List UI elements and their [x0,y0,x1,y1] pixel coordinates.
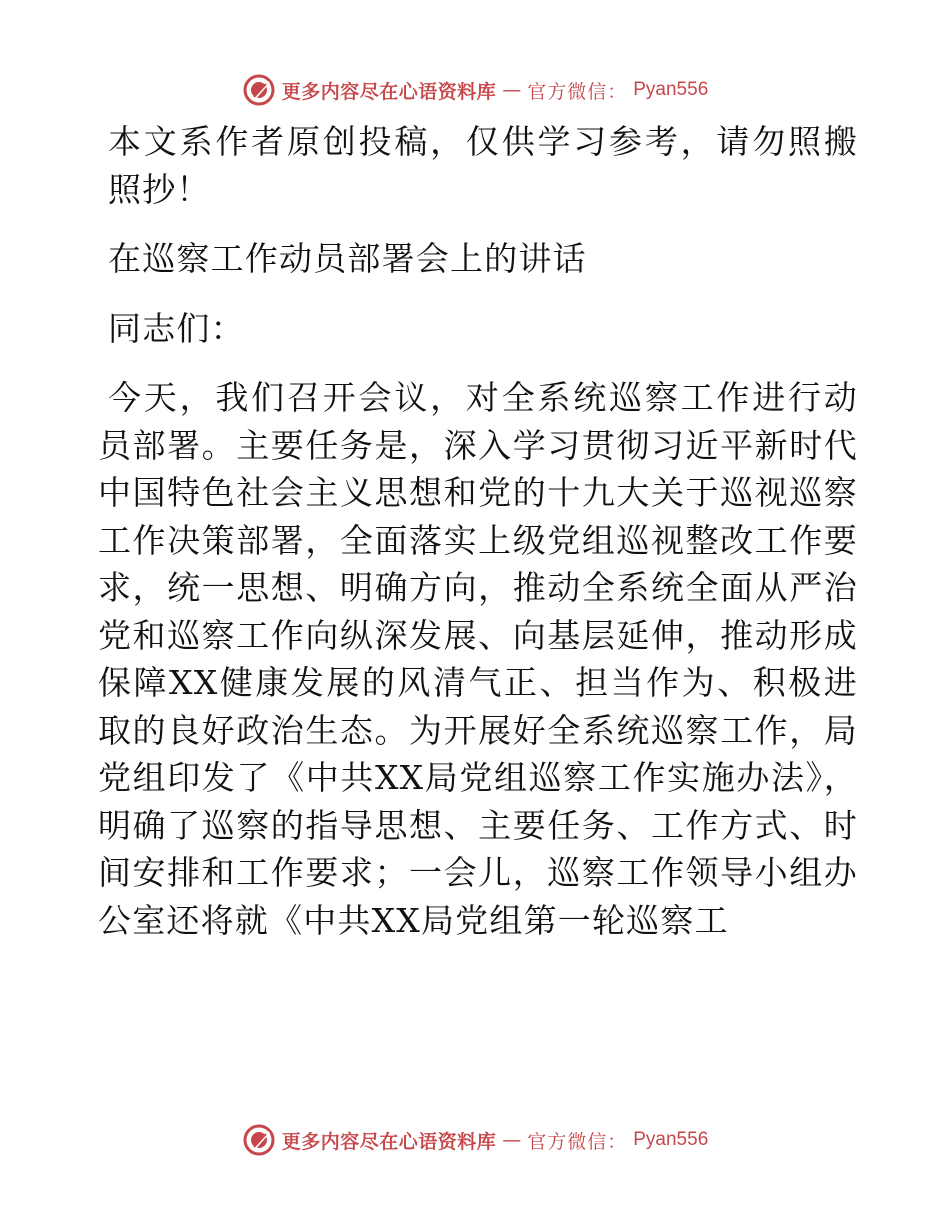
salutation: 同志们： [108,308,245,348]
watermark-separator: — [502,1129,522,1151]
watermark-wechat-id: Pyan556 [633,1129,709,1150]
body-paragraph: 今天，我们召开会议，对全系统巡察工作进行动员部署。主要任务是，深入学习贯彻习近平新时代中国特色社会主义思想和党的十九大关于巡视巡察工作决策部署，全面落实上级党组巡视整改工作要求，统一思想、明确方向，推动全系统全面从严治党和巡察工作向纵深发展、向基层延伸，推动形成保障XX健康发展的风清气正、担当作为、积极进取的良好政治生态。为开展好全系统巡察工作，局党组印发了《中共XX局党组巡察工作实施办法》，明确了巡察的指导思想、主要任务、工作方式、时间安排和工作要求；一会儿，巡察工作领导小组办公室还将就《中共XX局党组第一轮巡察工 [98,378,858,940]
watermark-brand: 更多内容尽在心语资料库 [281,80,497,103]
watermark-wechat-id: Pyan556 [633,79,709,100]
watermark-official-label: 官方微信： [527,1130,628,1153]
watermark-official-label: 官方微信： [527,80,628,103]
watermark-separator: — [502,79,522,101]
header-watermark [0,70,950,110]
footer-watermark [0,1120,950,1160]
pen-circle-logo-icon [242,1123,276,1157]
document-content [98,118,858,944]
document-title: 在巡察工作动员部署会上的讲话 [108,239,587,278]
copyright-notice: 本文系作者原创投稿，仅供学习参考，请勿照搬照抄！ [108,122,858,209]
watermark-brand: 更多内容尽在心语资料库 [281,1130,497,1153]
pen-circle-logo-icon [242,73,276,107]
